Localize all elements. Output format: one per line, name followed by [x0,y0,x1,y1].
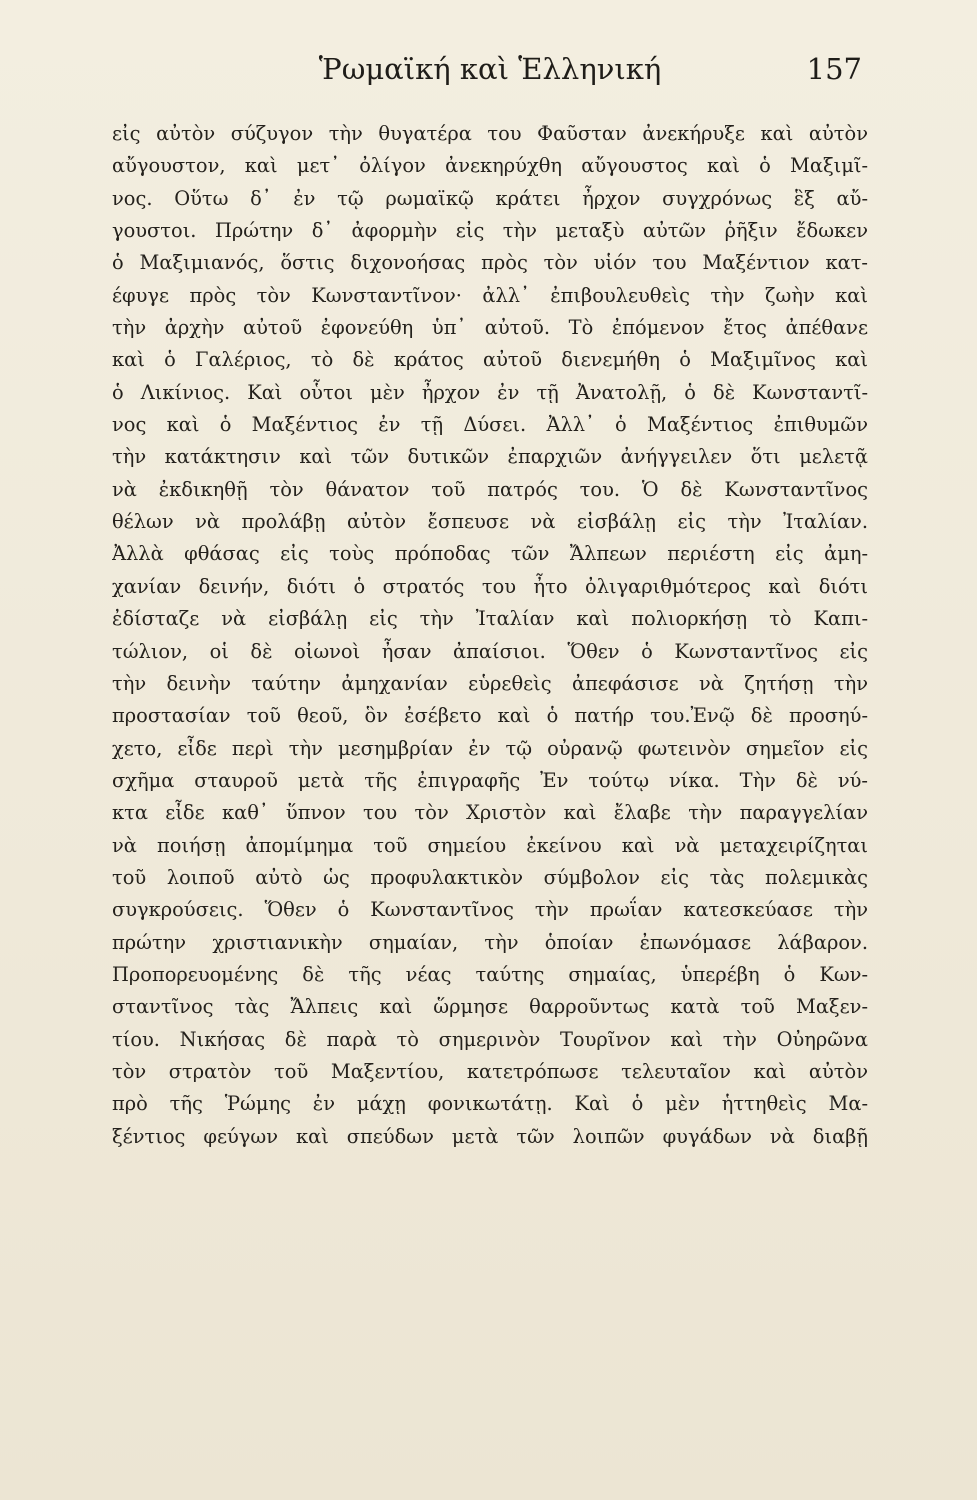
text-line: νὰ ἐκδικηθῇ τὸν θάνατον τοῦ πατρός του. Ὁ δὲ Κωνσταντῖνος [112,477,868,501]
text-line: ἐδίσταζε νὰ εἰσβάλῃ εἰς τὴν Ἰταλίαν καὶ πολιορκήσῃ τὸ Καπι- [112,607,868,631]
text-line: κτα εἶδε καθ᾽ ὕπνον του τὸν Χριστὸν καὶ ἔλαβε τὴν παραγγελίαν [112,801,868,825]
text-line: χετο, εἶδε περὶ τὴν μεσημβρίαν ἐν τῷ οὐρανῷ φωτεινὸν σημεῖον εἰς [112,736,868,760]
text-line: ξέντιος φεύγων καὶ σπεύδων μετὰ τῶν λοιπῶν φυγάδων νὰ διαβῇ [112,1124,868,1148]
text-line: τοῦ λοιποῦ αὐτὸ ὡς προφυλακτικὸν σύμβολον εἰς τὰς πολεμικὰς [112,865,868,889]
text-line: χανίαν δεινήν, διότι ὁ στρατός του ἦτο ὀλιγαριθμότερος καὶ διότι [112,574,868,598]
text-line: ὁ Λικίνιος. Καὶ οὗτοι μὲν ἦρχον ἐν τῇ Ἀνατολῇ, ὁ δὲ Κωνσταντῖ- [112,380,868,404]
text-line: τὴν ἀρχὴν αὐτοῦ ἐφονεύθη ὑπ᾽ αὐτοῦ. Τὸ ἐπόμενον ἔτος ἀπέθανε [112,316,868,340]
text-line: πρώτην χριστιανικὴν σημαίαν, τὴν ὁποίαν ἐπωνόμασε λάβαρον. [112,930,868,954]
text-line: νὰ ποιήσῃ ἀπομίμημα τοῦ σημείου ἐκείνου καὶ νὰ μεταχειρίζηται [112,833,868,857]
text-line: τώλιον, οἱ δὲ οἰωνοὶ ἦσαν ἀπαίσιοι. Ὅθεν ὁ Κωνσταντῖνος εἰς [112,639,868,663]
text-line: σταντῖνος τὰς Ἄλπεις καὶ ὥρμησε θαρροῦντως κατὰ τοῦ Μαξεν- [112,995,868,1019]
text-line: καὶ ὁ Γαλέριος, τὸ δὲ κράτος αὐτοῦ διενεμήθη ὁ Μαξιμῖνος καὶ [112,348,868,372]
text-line: ὁ Μαξιμιανός, ὅστις διχονοήσας πρὸς τὸν υἱόν του Μαξέντιον κατ- [112,251,868,275]
text-line: νος καὶ ὁ Μαξέντιος ἐν τῇ Δύσει. Ἀλλ᾽ ὁ Μαξέντιος ἐπιθυμῶν [112,413,868,437]
text-line: αὔγουστον, καὶ μετ᾽ ὀλίγον ἀνεκηρύχθη αὔγουστος καὶ ὁ Μαξιμῖ- [112,154,868,178]
page-number: 157 [806,52,862,86]
text-line: Προπορευομένης δὲ τῆς νέας ταύτης σημαίας, ὑπερέβη ὁ Κων- [112,962,868,986]
text-line: σχῆμα σταυροῦ μετὰ τῆς ἐπιγραφῆς Ἐν τούτῳ νίκα. Τὴν δὲ νύ- [112,768,868,792]
text-line: τίου. Νικήσας δὲ παρὰ τὸ σημερινὸν Τουρῖνον καὶ τὴν Οὐηρῶνα [112,1027,868,1051]
text-line: έφυγε πρὸς τὸν Κωνσταντῖνον· ἀλλ᾽ ἐπιβουλευθεὶς τὴν ζωὴν καὶ [112,283,868,307]
text-line: πρὸ τῆς Ῥώμης ἐν μάχῃ φονικωτάτῃ. Καὶ ὁ μὲν ἡττηθεὶς Μα- [112,1092,868,1116]
text-line: Ἀλλὰ φθάσας εἰς τοὺς πρόποδας τῶν Ἄλπεων περιέστη εἰς ἀμη- [112,542,868,566]
running-title: Ῥωμαϊκή καὶ Ἑλληνική [318,52,662,86]
text-line: θέλων νὰ προλάβῃ αὐτὸν ἔσπευσε νὰ εἰσβάλῃ εἰς τὴν Ἰταλίαν. [112,510,868,534]
text-line: εἰς αὐτὸν σύζυγον τὴν θυγατέρα του Φαῦσταν ἀνεκήρυξε καὶ αὐτὸν [112,122,868,145]
text-line: γουστοι. Πρώτην δ᾽ ἀφορμὴν εἰς τὴν μεταξὺ αὐτῶν ῥῆξιν ἔδωκεν [112,219,868,243]
text-line: τὸν στρατὸν τοῦ Μαξεντίου, κατετρόπωσε τελευταῖον καὶ αὐτὸν [112,1059,868,1083]
page-header [112,52,868,102]
text-line: προστασίαν τοῦ θεοῦ, ὃν ἐσέβετο καὶ ὁ πατήρ του.Ἐνῷ δὲ προσηύ- [112,704,868,728]
text-line: τὴν κατάκτησιν καὶ τῶν δυτικῶν ἐπαρχιῶν ἀνήγγειλεν ὅτι μελετᾷ [112,445,868,469]
body-text [112,118,868,1153]
text-line: νος. Οὕτω δ᾽ ἐν τῷ ρωμαϊκῷ κράτει ἦρχον συγχρόνως ἓξ αὔ- [112,186,868,210]
text-line: τὴν δεινὴν ταύτην ἀμηχανίαν εὑρεθεὶς ἀπεφάσισε νὰ ζητήσῃ τὴν [112,671,868,695]
text-line: συγκρούσεις. Ὅθεν ὁ Κωνσταντῖνος τὴν πρωΐαν κατεσκεύασε τὴν [112,898,868,922]
